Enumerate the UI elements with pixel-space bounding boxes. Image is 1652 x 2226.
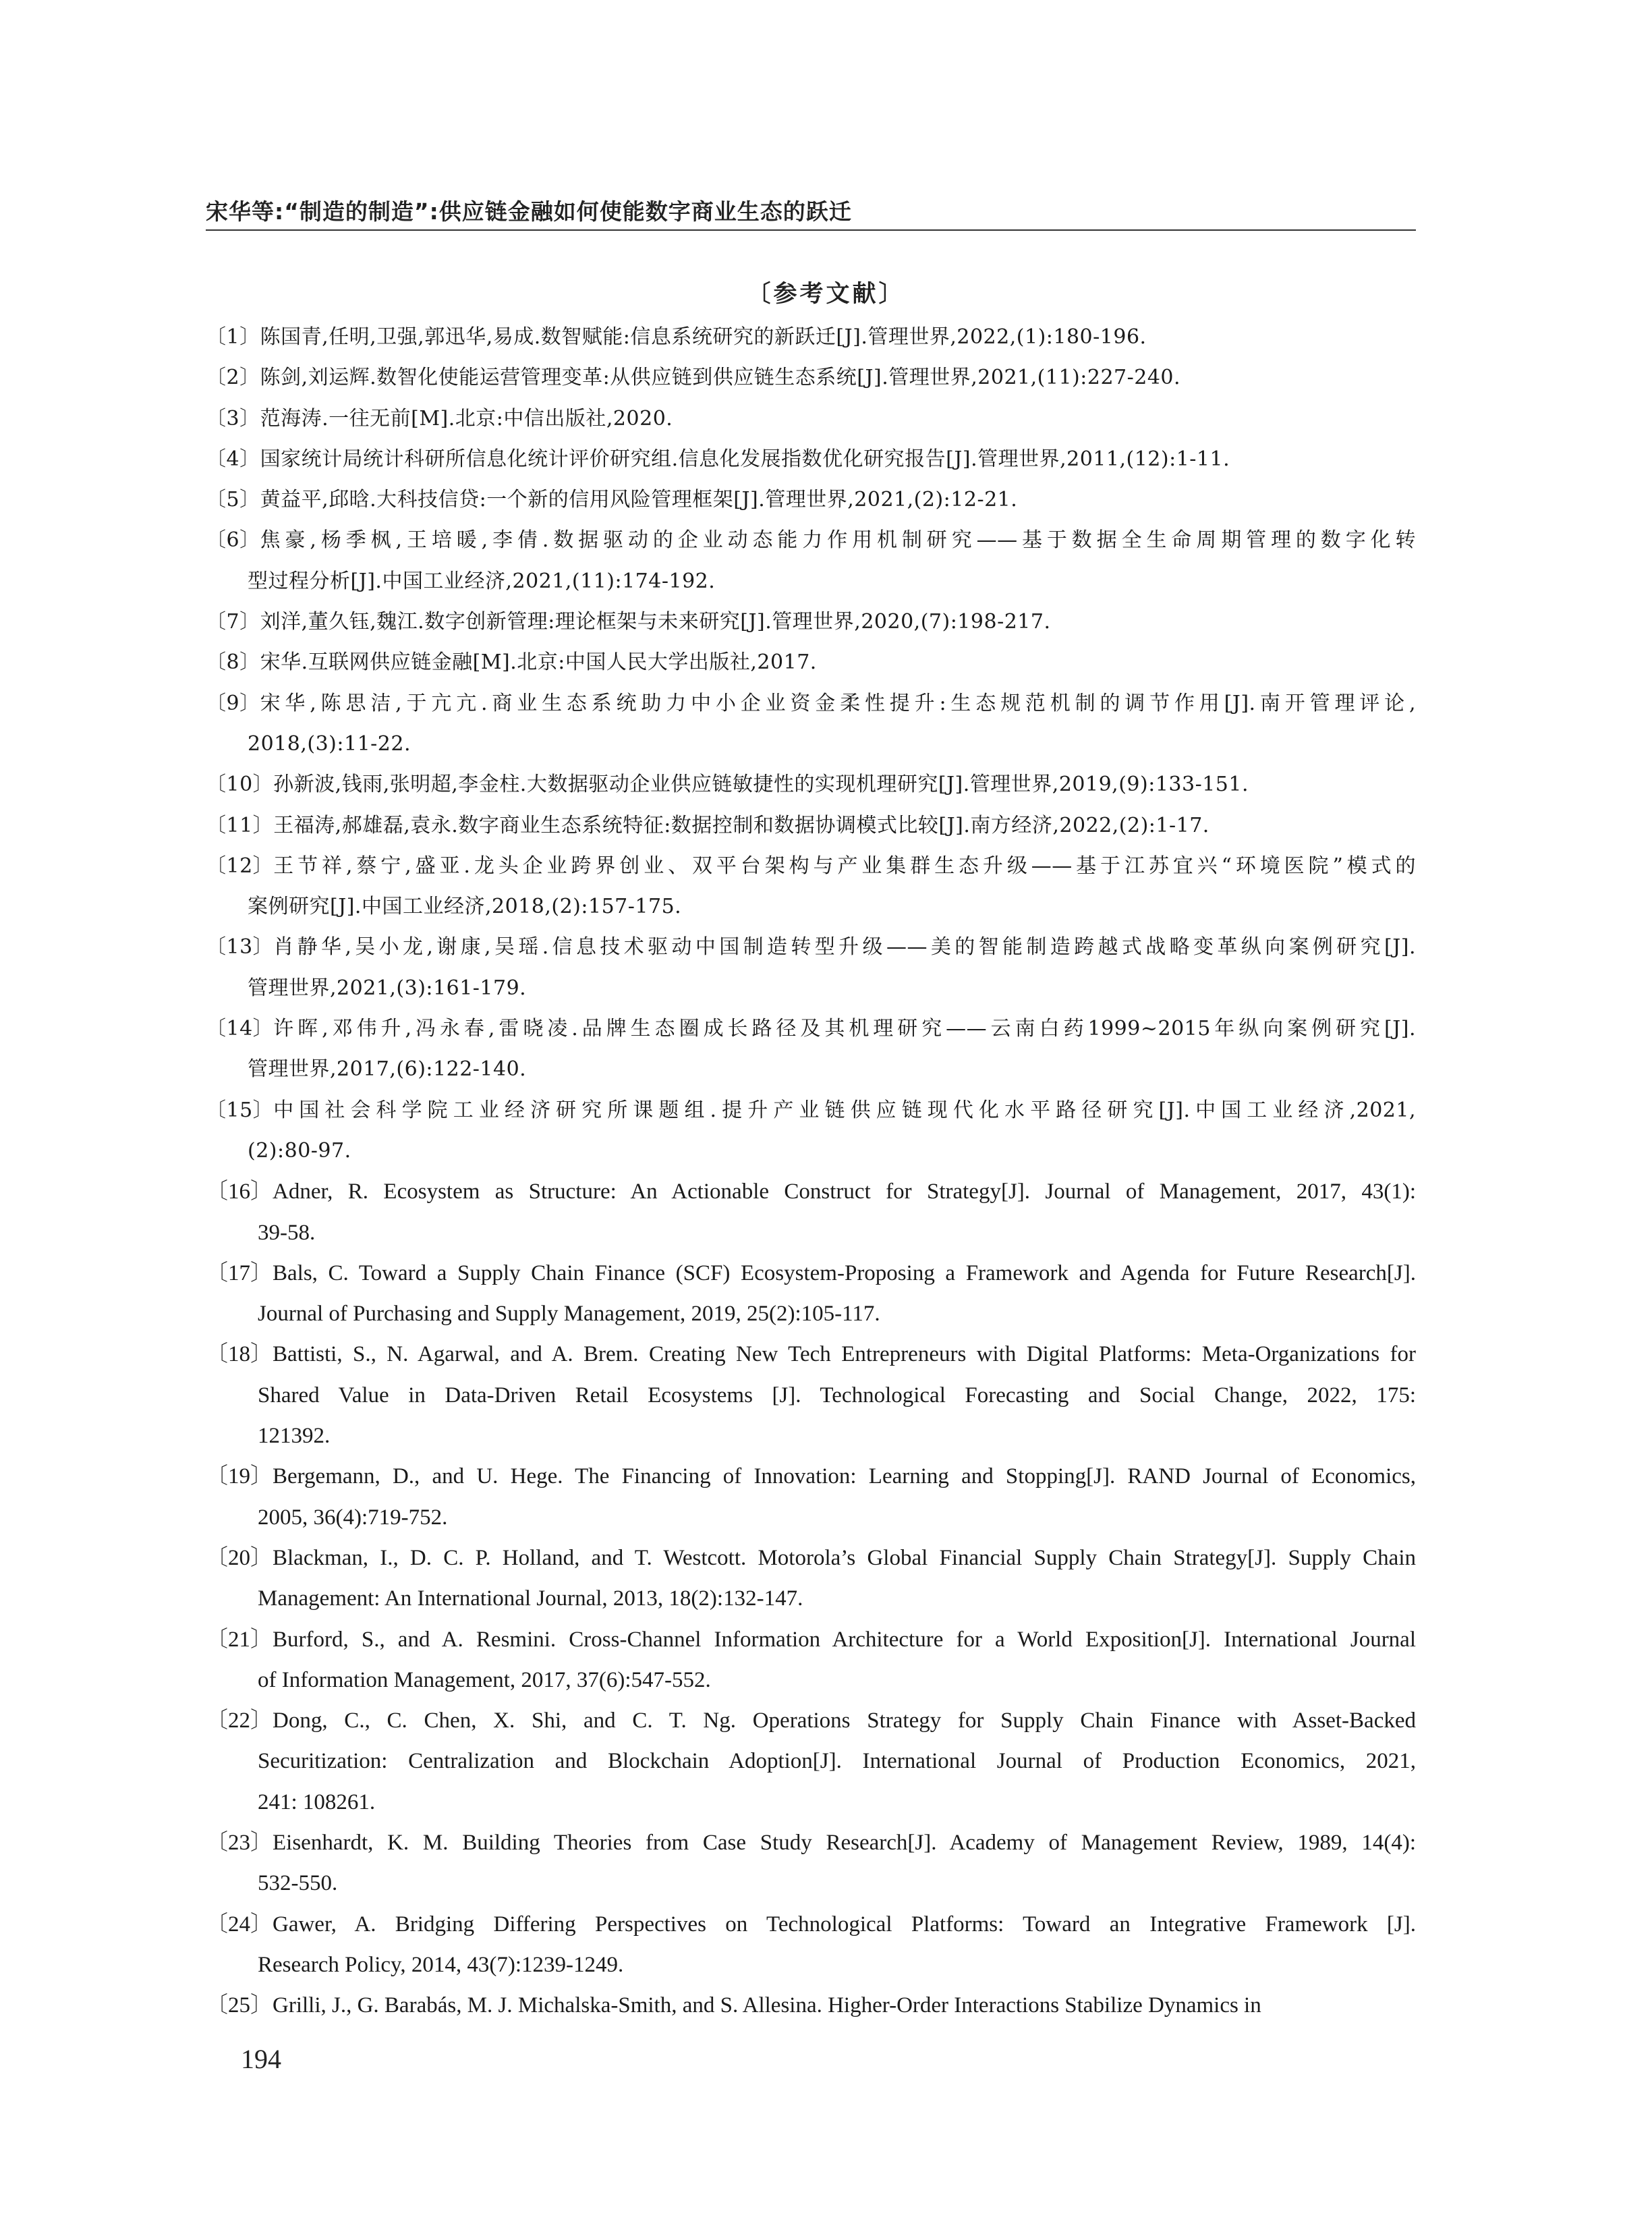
reference-line [206,445,1416,485]
reference-line [206,1625,1416,1665]
reference-item [206,1991,1416,2031]
reference-item [206,933,1416,1014]
reference-continuation-line [206,1503,1416,1543]
reference-item [206,648,1416,688]
reference-number: 〔22〕 [206,1708,273,1733]
reference-text: 陈国青,任明,卫强,郭迅华,易成.数智赋能:信息系统研究的新跃迁[J].管理世界,2022,(1):180-196. [260,325,1147,349]
reference-number: 〔6〕 [206,528,260,553]
reference-line [206,323,1416,363]
reference-continuation-line [206,974,1416,1014]
reference-text: Bergemann, D., and U. Hege. The Financing of Innovation: Learning and Stopping[J]. RAND Journal of Economics, [273,1464,1416,1489]
reference-continuation-line [206,1787,1416,1828]
reference-text: Gawer, A. Bridging Differing Perspectives on Technological Platforms: Toward an Integrative Framework [J]. [273,1912,1416,1937]
reference-number: 〔20〕 [206,1545,273,1570]
reference-number: 〔24〕 [206,1912,273,1937]
reference-text: Bals, C. Toward a Supply Chain Finance (SCF) Ecosystem-Proposing a Framework and Agenda for Future Research[J]. [273,1260,1416,1285]
reference-text: 121392. [258,1424,331,1449]
reference-text: Burford, S., and A. Resmini. Cross-Channel Information Architecture for a World Exposition[J]. International Journal [273,1627,1416,1652]
reference-number: 〔9〕 [206,691,260,715]
reference-text: 范海涛.一往无前[M].北京:中信出版社,2020. [260,406,673,430]
reference-item [206,1543,1416,1625]
reference-text: 陈剑,刘运辉.数智化使能运营管理变革:从供应链到供应链生态系统[J].管理世界,2021,(11):227-240. [260,366,1181,390]
reference-continuation-line [206,1868,1416,1909]
reference-number: 〔17〕 [206,1260,273,1285]
reference-item [206,363,1416,404]
reference-continuation-line [206,729,1416,770]
reference-text: Grilli, J., G. Barabás, M. J. Michalska-Smith, and S. Allesina. Higher-Order Interactions Stabilize Dynamics in [273,1993,1261,2018]
reference-text: 王节祥,蔡宁,盛亚.龙头企业跨界创业、双平台架构与产业集群生态升级——基于江苏宜兴“环境医院”模式的 [273,854,1416,878]
reference-text: 孙新波,钱雨,张明超,李金柱.大数据驱动企业供应链敏捷性的实现机理研究[J].管理世界,2019,(9):133-151. [273,773,1249,797]
reference-line [206,1339,1416,1380]
reference-number: 〔2〕 [206,366,260,390]
reference-line [206,1177,1416,1217]
reference-number: 〔11〕 [206,813,274,837]
reference-item [206,1462,1416,1543]
reference-item [206,404,1416,445]
reference-item [206,1625,1416,1706]
reference-text: Shared Value in Data-Driven Retail Ecosystems [J]. Technological Forecasting and Social Change, 2022, 175: [258,1383,1416,1408]
reference-text: 39-58. [258,1220,316,1245]
reference-number: 〔16〕 [206,1179,273,1204]
reference-line [206,1910,1416,1950]
reference-number: 〔25〕 [206,1993,273,2018]
reference-text: 案例研究[J].中国工业经济,2018,(2):157-175. [248,895,682,919]
reference-line [206,1462,1416,1502]
reference-number: 〔18〕 [206,1342,273,1367]
reference-text: Management: An International Journal, 2013, 18(2):132-147. [258,1586,803,1611]
reference-item [206,811,1416,852]
reference-line [206,1014,1416,1055]
reference-line [206,404,1416,445]
reference-line [206,689,1416,729]
reference-text: 管理世界,2017,(6):122-140. [248,1057,527,1082]
reference-number: 〔10〕 [206,773,274,797]
reference-number: 〔5〕 [206,488,260,512]
reference-continuation-line [206,1055,1416,1095]
reference-text: 宋华,陈思洁,于亢亢.商业生态系统助力中小企业资金柔性提升:生态规范机制的调节作用[J].南开管理评论, [260,691,1416,715]
reference-item [206,1177,1416,1258]
reference-number: 〔14〕 [206,1017,274,1041]
reference-text: 2018,(3):11-22. [248,731,411,756]
reference-text: 241: 108261. [258,1789,376,1814]
reference-item [206,1910,1416,1991]
reference-line [206,1543,1416,1584]
reference-number: 〔7〕 [206,610,260,634]
reference-line [206,363,1416,404]
reference-item [206,770,1416,810]
reference-continuation-line [206,1665,1416,1706]
reference-continuation-line [206,892,1416,933]
reference-number: 〔13〕 [206,935,274,959]
reference-line [206,770,1416,810]
reference-line [206,852,1416,892]
reference-text: 2005, 36(4):719-752. [258,1505,448,1530]
reference-line [206,1706,1416,1746]
reference-number: 〔3〕 [206,406,260,430]
reference-item [206,1096,1416,1177]
reference-line [206,1828,1416,1868]
reference-text: Adner, R. Ecosystem as Structure: An Actionable Construct for Strategy[J]. Journal of Management, 2017, 43(1): [273,1179,1416,1204]
page-number: 194 [241,2044,281,2074]
header-rule [206,229,1416,231]
reference-continuation-line [206,1584,1416,1624]
reference-continuation-line [206,1746,1416,1787]
reference-number: 〔8〕 [206,650,260,675]
reference-text: Journal of Purchasing and Supply Management, 2019, 25(2):105-117. [258,1302,880,1327]
reference-line [206,526,1416,566]
reference-line [206,1258,1416,1299]
reference-item [206,445,1416,485]
reference-item [206,1258,1416,1340]
reference-continuation-line [206,1421,1416,1462]
reference-line [206,1991,1416,2031]
reference-text: Research Policy, 2014, 43(7):1239-1249. [258,1952,624,1977]
reference-text: 532-550. [258,1871,338,1896]
reference-text: Battisti, S., N. Agarwal, and A. Brem. Creating New Tech Entrepreneurs with Digital Platforms: Meta-Organizations for [273,1342,1416,1367]
reference-text: 黄益平,邱晗.大科技信贷:一个新的信用风险管理框架[J].管理世界,2021,(2):12-21. [260,488,1018,512]
reference-continuation-line [206,1950,1416,1991]
reference-text: 中国社会科学院工业经济研究所课题组.提升产业链供应链现代化水平路径研究[J].中国工业经济,2021, [273,1098,1416,1122]
reference-line [206,607,1416,648]
reference-continuation-line [206,1136,1416,1177]
reference-continuation-line [206,1381,1416,1421]
reference-number: 〔12〕 [206,854,274,878]
reference-number: 〔4〕 [206,447,260,471]
reference-number: 〔1〕 [206,325,260,349]
reference-text: 刘洋,董久钰,魏江.数字创新管理:理论框架与未来研究[J].管理世界,2020,(7):198-217. [260,610,1051,634]
reference-text: of Information Management, 2017, 37(6):547-552. [258,1667,711,1692]
reference-text: 许晖,邓伟升,冯永春,雷晓凌.品牌生态圈成长路径及其机理研究——云南白药1999~2015年纵向案例研究[J]. [273,1017,1416,1041]
reference-number: 〔21〕 [206,1627,273,1652]
reference-item [206,485,1416,526]
reference-line [206,1096,1416,1136]
reference-continuation-line [206,1218,1416,1258]
reference-text: 肖静华,吴小龙,谢康,吴瑶.信息技术驱动中国制造转型升级——美的智能制造跨越式战略变革纵向案例研究[J]. [273,935,1416,959]
reference-text: 宋华.互联网供应链金融[M].北京:中国人民大学出版社,2017. [260,650,817,675]
reference-continuation-line [206,1299,1416,1339]
reference-item [206,1828,1416,1910]
reference-line [206,485,1416,526]
reference-text: Securitization: Centralization and Blockchain Adoption[J]. International Journal of Production Economics, 2021, [258,1749,1416,1774]
reference-text: 国家统计局统计科研所信息化统计评价研究组.信息化发展指数优化研究报告[J].管理世界,2011,(12):1-11. [260,447,1230,471]
reference-text: 焦豪,杨季枫,王培暖,李倩.数据驱动的企业动态能力作用机制研究——基于数据全生命周期管理的数字化转 [260,528,1416,553]
reference-item [206,1706,1416,1828]
section-title: 〔参考文献〕 [747,281,905,308]
reference-item [206,1339,1416,1462]
reference-continuation-line [206,567,1416,607]
reference-text: 王福涛,郝雄磊,袁永.数字商业生态系统特征:数据控制和数据协调模式比较[J].南方经济,2022,(2):1-17. [273,813,1209,837]
reference-list [206,323,1416,2031]
reference-number: 〔15〕 [206,1098,274,1122]
reference-text: Dong, C., C. Chen, X. Shi, and C. T. Ng. Operations Strategy for Supply Chain Finance with Asset-Backed [273,1708,1416,1733]
reference-item [206,1014,1416,1096]
reference-text: (2):80-97. [248,1138,351,1163]
reference-text: Blackman, I., D. C. P. Holland, and T. Westcott. Motorola’s Global Financial Supply Chain Strategy[J]. Supply Chain [273,1545,1416,1570]
reference-text: Eisenhardt, K. M. Building Theories from Case Study Research[J]. Academy of Management Review, 1989, 14(4): [273,1830,1416,1855]
running-head: 宋华等:“制造的制造”:供应链金融如何使能数字商业生态的跃迁 [206,198,852,225]
reference-line [206,648,1416,688]
reference-item [206,526,1416,607]
reference-line [206,811,1416,852]
reference-item [206,607,1416,648]
reference-number: 〔23〕 [206,1830,273,1855]
reference-number: 〔19〕 [206,1464,273,1489]
reference-item [206,689,1416,771]
reference-item [206,323,1416,363]
reference-item [206,852,1416,933]
reference-line [206,933,1416,973]
reference-text: 管理世界,2021,(3):161-179. [248,976,527,1000]
reference-text: 型过程分析[J].中国工业经济,2021,(11):174-192. [248,569,716,593]
